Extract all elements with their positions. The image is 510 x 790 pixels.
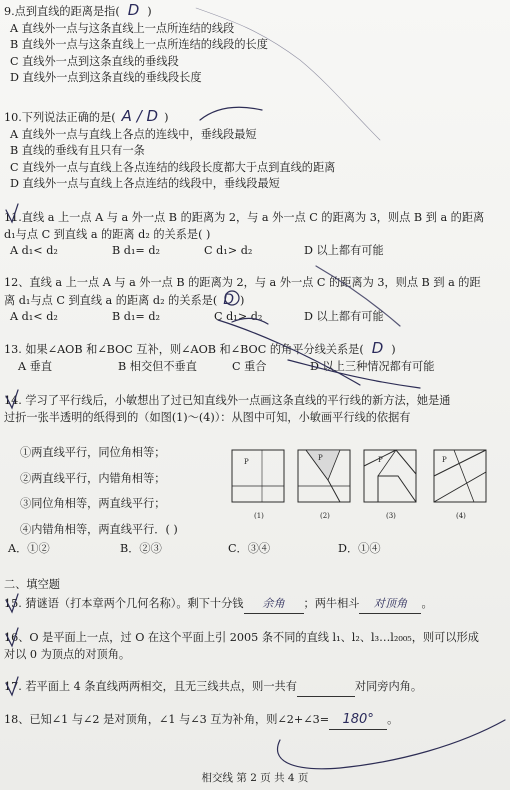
q12-close: ): [240, 293, 245, 307]
q18-flourish: [278, 720, 506, 769]
q10-handwritten-answer: A / D: [121, 107, 159, 125]
q12-option-d: D 以上都有可能: [304, 310, 384, 323]
q13-stem: 13. 如果∠AOB 和∠BOC 互补，则∠AOB 和∠BOC 的角平分线关系是(: [4, 343, 364, 356]
q12-option-c: C d₁> d₂: [214, 310, 263, 323]
q10-stem: 10.下列说法正确的是(: [4, 111, 116, 124]
q9-option-a: A 直线外一点与这条直线上一点所连结的线段: [10, 21, 235, 35]
q14-line-1: 14. 学习了平行线后，小敏想出了过已知直线外一点画这条直线的平行线的新方法，她是通: [4, 394, 451, 407]
q15-handwritten-answer-2: 对顶角: [373, 597, 408, 610]
q13-option-b: B 相交但不垂直: [118, 359, 197, 373]
figure-1-caption: (1): [254, 512, 264, 520]
q13-option-d: D 以上三种情况都有可能: [310, 359, 435, 373]
stray-pencil-stroke: [196, 8, 380, 140]
q10-option-a: A 直线外一点与直线上各点的连线中，垂线段最短: [10, 127, 257, 141]
q12-answer-mark: [232, 318, 268, 324]
q9-option-c: C 直线外一点到这条直线的垂线段: [10, 54, 179, 68]
page-footer: 相交线 第 2 页 共 4 页: [201, 772, 309, 784]
figure-4-caption: (4): [456, 512, 466, 520]
q10-option-b: B 直线的垂线有且只有一条: [10, 144, 145, 157]
q15-handwritten-answer-1: 余角: [262, 597, 285, 610]
q18-end: 。: [387, 713, 399, 726]
q15-stem: 15. 猜谜语（打本章两个几何名称）。剩下十分钱: [4, 597, 244, 610]
q10-option-c: C 直线外一点与直线上各点连结的线段长度都大于点到直线的距离: [10, 160, 336, 174]
q14-line-2: 过折一张半透明的纸得到的（如图(1)～(4)）：从图中可知，小敏画平行线的依据有: [4, 410, 411, 424]
q10-answer-strike: [200, 107, 262, 120]
q14-option-d: D．①④: [338, 542, 381, 555]
figure-3-caption: (3): [386, 512, 396, 520]
q9-close: ): [147, 5, 152, 18]
q13-option-a: A 垂直: [18, 359, 53, 373]
figure-2-point-label: P: [318, 454, 323, 462]
q16-line-2: 对以 0 为顶点的对顶角。: [4, 647, 131, 661]
q17-check: [6, 677, 18, 695]
q12-slash: [218, 320, 360, 385]
q12-option-a: A d₁< d₂: [10, 310, 58, 323]
q14-check: [6, 390, 18, 408]
q9-option-d: D 直线外一点到这条直线的垂线段长度: [10, 71, 202, 84]
q9-stem: 9.点到直线的距离是指(: [4, 5, 120, 18]
q14-option-b: B．②③: [120, 542, 162, 555]
q11-line-1: 11.直线 a 上一点 A 与 a 外一点 B 的距离为 2，与 a 外一点 C 的距离为 3，则点 B 到 a 的距离: [4, 211, 485, 224]
q17-end: 对同旁内角。: [354, 680, 423, 693]
q12-answer-circle: [225, 291, 239, 305]
section-2-heading: 二、填空题: [4, 578, 60, 591]
q9-handwritten-answer: D: [127, 1, 140, 19]
q11-check: [6, 204, 18, 222]
q11-option-c: C d₁> d₂: [204, 244, 253, 257]
q14-item-2: ②两直线平行，内错角相等；: [20, 471, 166, 485]
q18-stem: 18、已知∠1 与∠2 是对顶角，∠1 与∠3 互为补角，则∠2+∠3=: [4, 713, 330, 726]
q12-option-b: B d₁= d₂: [112, 310, 161, 323]
q12-handwritten-answer: D: [223, 291, 235, 308]
q14-item-4: ④内错角相等，两直线平行．( ): [20, 522, 178, 536]
figure-3-point-label: P: [378, 456, 383, 464]
q14-option-c: C．③④: [228, 542, 271, 555]
q14-item-3: ③同位角相等，两直线平行；: [20, 497, 166, 510]
q10-close: ): [164, 111, 169, 124]
q16-check: [6, 628, 18, 646]
q11-option-a: A d₁< d₂: [10, 244, 58, 257]
q9-option-b: B 直线外一点与这条直线上一点所连结的线段的长度: [10, 38, 268, 51]
q12-line-1: 12、直线 a 上一点 A 与 a 外一点 B 的距离为 2，与 a 外一点 C 的距离为 3，则点 B 到 a 的距: [4, 276, 481, 289]
q14-option-a: A．①②: [8, 542, 50, 555]
q11-option-d: D 以上都有可能: [304, 244, 384, 257]
figure-4-point-label: P: [442, 456, 447, 464]
q16-line-1: 16、O 是平面上一点，过 O 在这个平面上引 2005 条不同的直线 l₁、l₂、l₃…l₂₀₀₅，则可以形成: [4, 631, 479, 644]
q15-check: [6, 594, 18, 612]
q11-slash: [316, 266, 400, 326]
q13-close: ): [391, 343, 396, 356]
q13-option-c: C 重合: [232, 359, 267, 373]
figure-2-caption: (2): [320, 512, 330, 520]
q18-handwritten-answer: 180°: [342, 712, 374, 727]
q14-item-1: ①两直线平行，同位角相等；: [20, 446, 166, 459]
q15-mid: ；两牛相斗: [303, 597, 360, 610]
figure-1-point-label: P: [244, 458, 249, 466]
q13-handwritten-answer: D: [371, 339, 384, 357]
q10-option-d: D 直线外一点与直线上各点连结的线段中，垂线段最短: [10, 177, 280, 190]
q15-end: 。: [421, 597, 433, 610]
q17-stem: 17. 若平面上 4 条直线两两相交，且无三线共点，则一共有: [4, 680, 297, 693]
q11-option-b: B d₁= d₂: [112, 244, 161, 257]
q13-slash: [288, 360, 420, 388]
q12-line-2: 离 d₁与点 C 到直线 a 的距离 d₂ 的关系是(: [4, 293, 218, 307]
q11-line-2: d₁与点 C 到直线 a 的距离 d₂ 的关系是( ): [4, 227, 211, 241]
